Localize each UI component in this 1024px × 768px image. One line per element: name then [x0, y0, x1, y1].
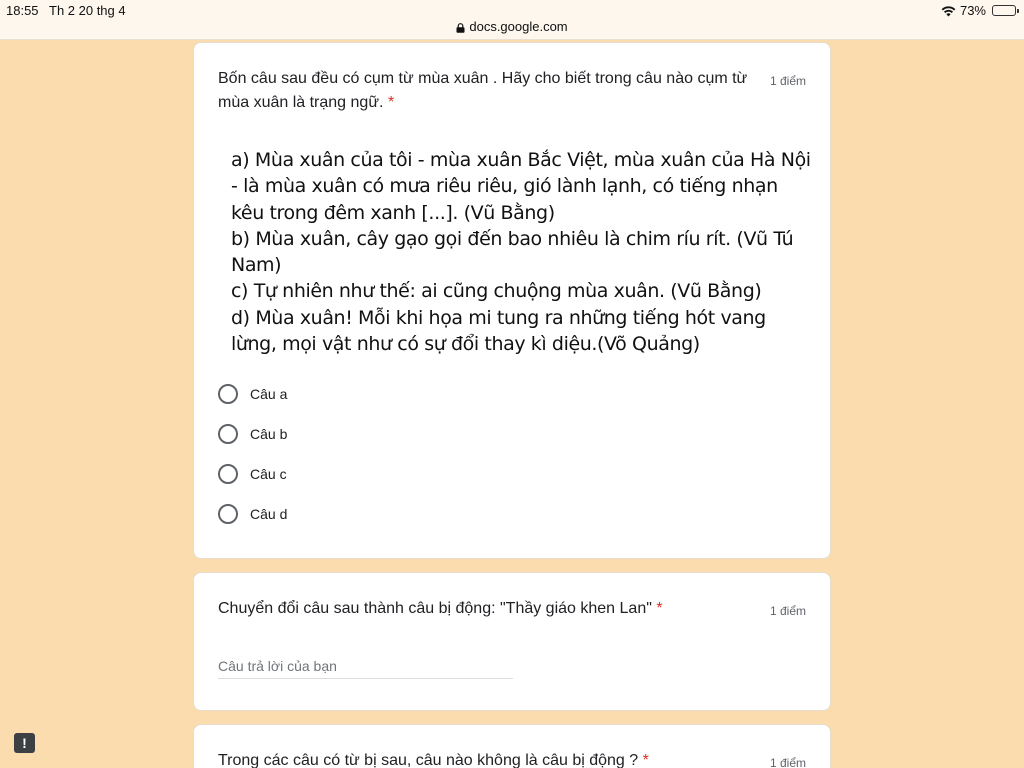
required-asterisk: *	[642, 752, 649, 768]
passage-line-a: a) Mùa xuân của tôi - mùa xuân Bắc Việt, mùa xuân của Hà Nội - là mùa xuân có mưa riêu riêu, gió lành lạnh, có tiếng nhạn kêu trong đêm xanh [...]. (Vũ Bằng)	[231, 149, 811, 224]
lock-icon	[456, 23, 465, 33]
question-card-3	[193, 724, 831, 768]
status-date: Th 2 20 thg 4	[49, 3, 126, 18]
question-card-2	[193, 572, 831, 711]
option-cau-b[interactable]	[218, 424, 287, 444]
option-label: Câu d	[250, 506, 288, 522]
option-label: Câu b	[250, 426, 288, 442]
status-bar	[0, 0, 1024, 40]
required-asterisk: *	[387, 94, 395, 111]
question-card-1	[193, 42, 831, 559]
status-time: 18:55	[6, 3, 39, 18]
battery-icon	[992, 5, 1016, 16]
radio-button[interactable]	[218, 384, 238, 404]
battery-percent: 73%	[959, 3, 986, 18]
radio-button[interactable]	[218, 504, 238, 524]
option-cau-d[interactable]	[218, 504, 287, 524]
question-title: Bốn câu sau đều có cụm từ mùa xuân . Hãy cho biết trong câu nào cụm từ mùa xuân là trạng ngữ. *	[218, 70, 748, 111]
option-cau-c[interactable]	[218, 464, 287, 484]
status-indicators	[941, 3, 1016, 18]
short-answer-input[interactable]	[218, 653, 513, 679]
wifi-icon	[941, 5, 956, 17]
points-label: 1 điểm	[769, 604, 806, 618]
passage-line-c: c) Tự nhiên như thế: ai cũng chuộng mùa xuân. (Vũ Bằng)	[231, 280, 762, 303]
question-title: Chuyển đổi câu sau thành câu bị động: "Thầy giáo khen Lan" *	[218, 600, 663, 617]
passage-line-b: b) Mùa xuân, cây gạo gọi đến bao nhiêu là chim ríu rít. (Vũ Tú Nam)	[231, 227, 794, 277]
feedback-button[interactable]: !	[14, 733, 35, 753]
points-label: 1 điểm	[769, 756, 806, 768]
required-asterisk: *	[656, 600, 663, 617]
passage-line-d: d) Mùa xuân! Mỗi khi họa mi tung ra những tiếng hót vang lừng, mọi vật như có sự đổi thay kì diệu.(Võ Quảng)	[231, 306, 766, 356]
question-title: Trong các câu có từ bị sau, câu nào không là câu bị động ? *	[218, 752, 649, 768]
option-label: Câu c	[250, 466, 287, 482]
radio-button[interactable]	[218, 464, 238, 484]
question-passage	[231, 147, 811, 357]
option-label: Câu a	[250, 386, 288, 402]
url-text: docs.google.com	[469, 19, 568, 34]
points-label: 1 điểm	[769, 74, 806, 88]
radio-button[interactable]	[218, 424, 238, 444]
option-cau-a[interactable]	[218, 384, 287, 404]
address-bar[interactable]	[0, 19, 1024, 34]
